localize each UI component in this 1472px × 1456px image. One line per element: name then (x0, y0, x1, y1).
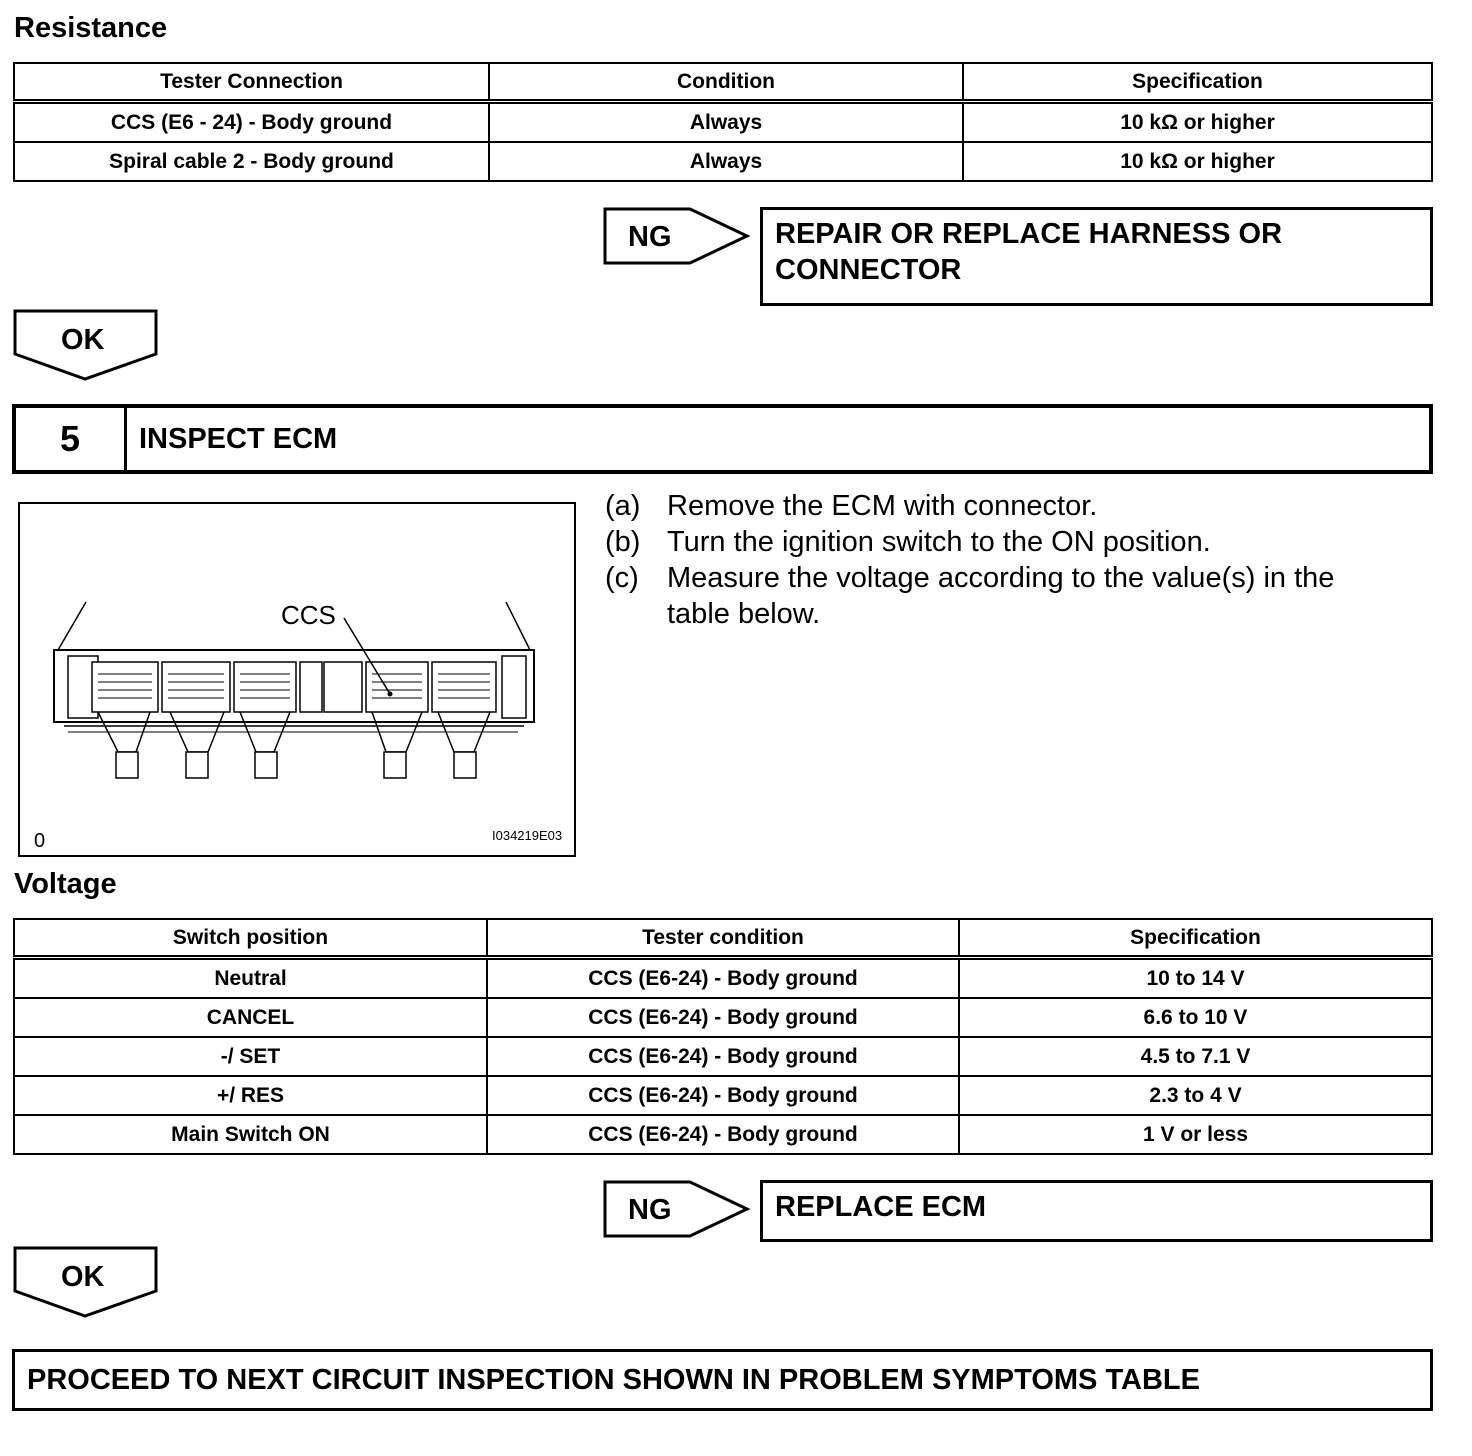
final-instruction-box: PROCEED TO NEXT CIRCUIT INSPECTION SHOWN IN PROBLEM SYMPTOMS TABLE (12, 1349, 1433, 1411)
table-row (14, 998, 1432, 1037)
table-row (14, 102, 1432, 143)
ng-result-box-1: REPAIR OR REPLACE HARNESS OR CONNECTOR (760, 207, 1433, 306)
table-row (14, 142, 1432, 181)
table-cell: CCS (E6-24) - Body ground (487, 1037, 959, 1076)
ng-label: NG (628, 1194, 672, 1226)
ecm-connector-figure (18, 502, 578, 859)
resistance-table (13, 62, 1433, 182)
column-header: Switch position (14, 919, 487, 958)
step-number: 5 (16, 408, 127, 470)
instruction-text: Remove the ECM with connector. (667, 490, 1098, 522)
table-cell: -/ SET (14, 1037, 487, 1076)
step-title: INSPECT ECM (139, 422, 338, 455)
instruction-text: Turn the ignition switch to the ON position. (667, 526, 1211, 558)
column-header: Condition (489, 63, 963, 102)
table-cell: CCS (E6-24) - Body ground (487, 958, 959, 999)
ok-arrow-1 (12, 308, 160, 384)
table-cell: CCS (E6 - 24) - Body ground (14, 102, 489, 143)
figure-id: I034219E03 (492, 828, 563, 843)
table-row (14, 958, 1432, 999)
column-header: Specification (963, 63, 1432, 102)
table-cell: 6.6 to 10 V (959, 998, 1432, 1037)
ok-label: OK (61, 1261, 105, 1293)
table-cell: CCS (E6-24) - Body ground (487, 998, 959, 1037)
instruction-label: (c) (605, 562, 639, 594)
table-cell: CCS (E6-24) - Body ground (487, 1076, 959, 1115)
instruction-item (605, 488, 1395, 524)
table-cell: Always (489, 102, 963, 143)
table-cell: 10 kΩ or higher (963, 142, 1432, 181)
voltage-table (13, 918, 1433, 1155)
instruction-item (605, 524, 1395, 560)
table-row (14, 1037, 1432, 1076)
instruction-item (605, 560, 1395, 632)
table-cell: 2.3 to 4 V (959, 1076, 1432, 1115)
table-header-row (14, 919, 1432, 958)
table-cell: Spiral cable 2 - Body ground (14, 142, 489, 181)
table-header-row (14, 63, 1432, 102)
table-cell: 1 V or less (959, 1115, 1432, 1154)
figure-corner-label: 0 (34, 830, 46, 852)
table-cell: Neutral (14, 958, 487, 999)
table-cell: CCS (E6-24) - Body ground (487, 1115, 959, 1154)
ng-arrow-1 (602, 206, 754, 266)
column-header: Specification (959, 919, 1432, 958)
table-row (14, 1115, 1432, 1154)
table-cell: CANCEL (14, 998, 487, 1037)
instruction-label: (a) (605, 490, 641, 522)
instruction-list (605, 488, 1395, 632)
instruction-label: (b) (605, 526, 641, 558)
table-row (14, 1076, 1432, 1115)
column-header: Tester Connection (14, 63, 489, 102)
table-cell: 4.5 to 7.1 V (959, 1037, 1432, 1076)
ng-label: NG (628, 221, 672, 253)
resistance-title: Resistance (14, 12, 168, 44)
ok-arrow-2 (12, 1245, 160, 1321)
table-cell: Always (489, 142, 963, 181)
table-cell: +/ RES (14, 1076, 487, 1115)
instruction-text: Measure the voltage according to the value(s) in the table below. (667, 562, 1335, 630)
ok-label: OK (61, 324, 105, 356)
table-cell: 10 kΩ or higher (963, 102, 1432, 143)
ng-result-box-2: REPLACE ECM (760, 1180, 1433, 1242)
voltage-title: Voltage (14, 868, 117, 900)
table-cell: Main Switch ON (14, 1115, 487, 1154)
ng-arrow-2 (602, 1179, 754, 1239)
step-header (12, 404, 1433, 474)
table-cell: 10 to 14 V (959, 958, 1432, 999)
column-header: Tester condition (487, 919, 959, 958)
ccs-callout: CCS (281, 600, 336, 630)
